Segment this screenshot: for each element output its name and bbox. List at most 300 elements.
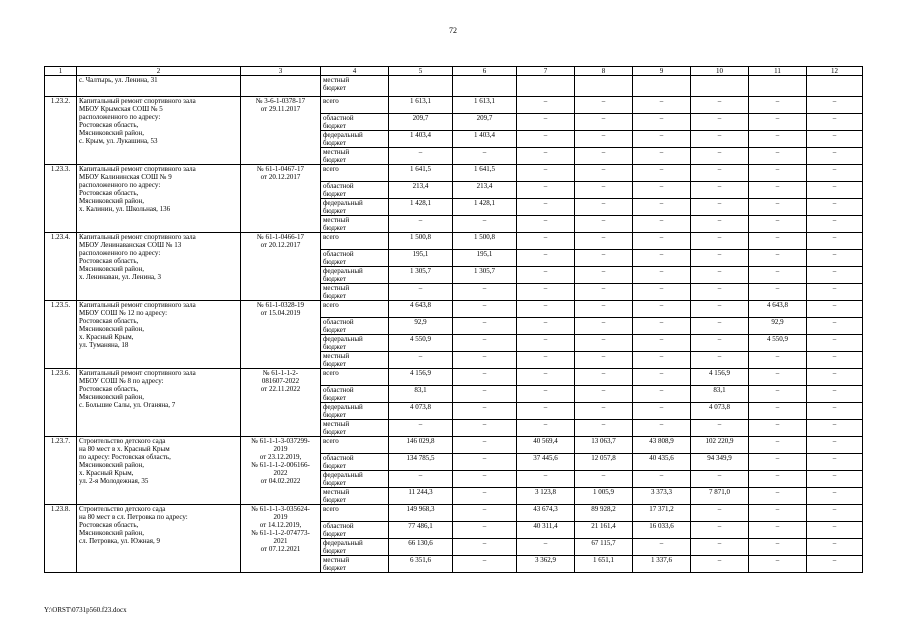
value-cell: – <box>575 250 633 267</box>
value-cell: 146 029,8 <box>389 437 453 454</box>
value-cell: – <box>749 148 807 165</box>
value-cell: – <box>807 539 863 556</box>
value-cell: 1 500,8 <box>453 233 517 250</box>
funding-source-cell: местный бюджет <box>321 556 389 573</box>
value-cell: – <box>633 386 691 403</box>
value-cell: – <box>749 539 807 556</box>
value-cell: – <box>453 488 517 505</box>
value-cell: 94 349,9 <box>691 454 749 471</box>
value-cell: 4 156,9 <box>691 369 749 386</box>
value-cell: – <box>807 386 863 403</box>
funding-source-cell: областной бюджет <box>321 182 389 199</box>
value-cell: – <box>633 284 691 301</box>
value-cell: – <box>517 420 575 437</box>
value-cell: 4 550,9 <box>749 335 807 352</box>
value-cell: – <box>453 505 517 522</box>
value-cell: – <box>749 437 807 454</box>
value-cell: 37 445,6 <box>517 454 575 471</box>
value-cell: – <box>453 318 517 335</box>
value-cell: – <box>807 403 863 420</box>
value-cell: – <box>633 539 691 556</box>
value-cell: 102 220,9 <box>691 437 749 454</box>
column-header: 3 <box>241 67 321 76</box>
value-cell: 1 641,5 <box>453 165 517 182</box>
value-cell: – <box>517 250 575 267</box>
funding-source-cell: местный бюджет <box>321 148 389 165</box>
value-cell: – <box>749 233 807 250</box>
funding-source-cell: всего <box>321 97 389 114</box>
value-cell: 134 785,5 <box>389 454 453 471</box>
value-cell: 83,1 <box>389 386 453 403</box>
value-cell: – <box>691 471 749 488</box>
funding-source-cell: местный бюджет <box>321 216 389 233</box>
value-cell: – <box>691 267 749 284</box>
value-cell: – <box>807 148 863 165</box>
value-cell: – <box>517 386 575 403</box>
value-cell: – <box>691 250 749 267</box>
value-cell <box>749 76 807 97</box>
value-cell: – <box>691 284 749 301</box>
value-cell: – <box>633 250 691 267</box>
value-cell: – <box>575 97 633 114</box>
value-cell: 1 651,1 <box>575 556 633 573</box>
value-cell: 1 613,1 <box>453 97 517 114</box>
object-name-cell: Капитальный ремонт спортивного зала МБОУ СОШ № 8 по адресу: Ростовская область, Мясниковский район, с. Большие Салы, ул. Оганяна, 7 <box>77 369 241 437</box>
document-ref-cell: № 61-1-0467-17 от 20.12.2017 <box>241 165 321 233</box>
value-cell: – <box>807 199 863 216</box>
funding-source-cell: местный бюджет <box>321 352 389 369</box>
value-cell: – <box>575 114 633 131</box>
value-cell: – <box>749 352 807 369</box>
value-cell: – <box>575 318 633 335</box>
value-cell: 1 005,9 <box>575 488 633 505</box>
document-ref-cell: № 61-1-1-2- 081607-2022 от 22.11.2022 <box>241 369 321 437</box>
value-cell: – <box>453 471 517 488</box>
column-header: 4 <box>321 67 389 76</box>
document-ref-cell: № 3-6-1-0378-17 от 29.11.2017 <box>241 97 321 165</box>
funding-source-cell: местный бюджет <box>321 488 389 505</box>
value-cell: – <box>691 199 749 216</box>
value-cell: – <box>575 267 633 284</box>
value-cell: – <box>575 386 633 403</box>
value-cell <box>453 76 517 97</box>
value-cell: – <box>633 335 691 352</box>
value-cell: – <box>633 420 691 437</box>
value-cell: – <box>749 471 807 488</box>
value-cell: – <box>749 131 807 148</box>
budget-table <box>44 66 863 573</box>
value-cell: – <box>453 454 517 471</box>
object-name-cell: Строительство детского сада на 80 мест в сл. Петровка по адресу: Ростовская область, Мясниковский район, сл. Петровка, ул. Южная, 9 <box>77 505 241 573</box>
table-row <box>45 165 863 182</box>
value-cell: – <box>575 182 633 199</box>
value-cell: – <box>807 369 863 386</box>
value-cell: 1 613,1 <box>389 97 453 114</box>
value-cell: – <box>807 471 863 488</box>
column-header: 7 <box>517 67 575 76</box>
value-cell: 17 371,2 <box>633 505 691 522</box>
value-cell: – <box>389 352 453 369</box>
value-cell: 89 928,2 <box>575 505 633 522</box>
value-cell: – <box>517 165 575 182</box>
value-cell: – <box>807 505 863 522</box>
value-cell: 195,1 <box>389 250 453 267</box>
value-cell: – <box>575 403 633 420</box>
value-cell: – <box>807 267 863 284</box>
value-cell: – <box>807 420 863 437</box>
row-number-cell: 1.23.4. <box>45 233 77 301</box>
value-cell: – <box>807 318 863 335</box>
value-cell: 1 403,4 <box>389 131 453 148</box>
value-cell: – <box>453 403 517 420</box>
funding-source-cell: местный бюджет <box>321 76 389 97</box>
value-cell <box>389 76 453 97</box>
value-cell: – <box>575 352 633 369</box>
value-cell: 6 351,6 <box>389 556 453 573</box>
value-cell: – <box>691 522 749 539</box>
table-row <box>45 505 863 522</box>
column-header: 11 <box>749 67 807 76</box>
value-cell: 7 871,0 <box>691 488 749 505</box>
value-cell: – <box>807 437 863 454</box>
funding-source-cell: всего <box>321 369 389 386</box>
value-cell: – <box>749 403 807 420</box>
value-cell: – <box>453 369 517 386</box>
value-cell: 92,9 <box>749 318 807 335</box>
value-cell: – <box>517 471 575 488</box>
funding-source-cell: федеральный бюджет <box>321 267 389 284</box>
funding-source-cell: всего <box>321 505 389 522</box>
value-cell: – <box>517 216 575 233</box>
value-cell: – <box>691 165 749 182</box>
value-cell: 209,7 <box>389 114 453 131</box>
row-number-cell: 1.23.5. <box>45 301 77 369</box>
value-cell: – <box>807 216 863 233</box>
value-cell: – <box>807 182 863 199</box>
value-cell: – <box>807 556 863 573</box>
document-ref-cell: № 61-1-1-3-037299- 2019 от 23.12.2019, № 61-1-1-2-006166- 2022 от 04.02.2022 <box>241 437 321 505</box>
value-cell: 12 057,8 <box>575 454 633 471</box>
value-cell: – <box>633 233 691 250</box>
funding-source-cell: всего <box>321 165 389 182</box>
value-cell: – <box>453 284 517 301</box>
column-header: 5 <box>389 67 453 76</box>
value-cell: – <box>389 148 453 165</box>
funding-source-cell: всего <box>321 233 389 250</box>
value-cell: 149 968,3 <box>389 505 453 522</box>
value-cell <box>807 76 863 97</box>
value-cell: – <box>517 369 575 386</box>
value-cell: – <box>807 454 863 471</box>
value-cell: 4 156,9 <box>389 369 453 386</box>
funding-source-cell: федеральный бюджет <box>321 471 389 488</box>
value-cell: – <box>633 216 691 233</box>
value-cell: – <box>633 165 691 182</box>
value-cell: – <box>575 216 633 233</box>
value-cell: 4 643,8 <box>749 301 807 318</box>
value-cell: – <box>749 284 807 301</box>
value-cell: – <box>575 420 633 437</box>
value-cell: – <box>453 352 517 369</box>
row-number-cell: 1.23.7. <box>45 437 77 505</box>
value-cell: – <box>691 131 749 148</box>
table-row <box>45 97 863 114</box>
value-cell: 43 674,3 <box>517 505 575 522</box>
value-cell: – <box>517 267 575 284</box>
value-cell: 1 403,4 <box>453 131 517 148</box>
value-cell: – <box>453 539 517 556</box>
page-number: 72 <box>449 26 457 35</box>
value-cell: – <box>633 97 691 114</box>
funding-source-cell: областной бюджет <box>321 250 389 267</box>
value-cell: – <box>691 539 749 556</box>
value-cell: – <box>517 403 575 420</box>
column-header: 6 <box>453 67 517 76</box>
value-cell: – <box>633 114 691 131</box>
object-name-cell: Капитальный ремонт спортивного зала МБОУ Ленинаванская СОШ № 13 расположенного по адресу: Ростовская область, Мясниковский район, х. Ленинаван, ул. Ленина, 3 <box>77 233 241 301</box>
value-cell: – <box>749 369 807 386</box>
value-cell: – <box>807 97 863 114</box>
value-cell: – <box>575 369 633 386</box>
value-cell: 3 123,8 <box>517 488 575 505</box>
funding-source-cell: всего <box>321 301 389 318</box>
value-cell: – <box>749 114 807 131</box>
column-header: 8 <box>575 67 633 76</box>
value-cell: – <box>691 556 749 573</box>
value-cell <box>575 76 633 97</box>
value-cell: – <box>691 335 749 352</box>
value-cell: 209,7 <box>453 114 517 131</box>
value-cell: – <box>807 114 863 131</box>
value-cell: – <box>691 352 749 369</box>
value-cell: – <box>633 131 691 148</box>
value-cell: – <box>633 301 691 318</box>
value-cell: – <box>517 97 575 114</box>
value-cell: – <box>517 114 575 131</box>
table-row <box>45 369 863 386</box>
object-name-cell: Капитальный ремонт спортивного зала МБОУ Крымская СОШ № 5 расположенного по адресу: Ростовская область, Мясниковский район, с. Крым, ул. Лукашина, 53 <box>77 97 241 165</box>
value-cell: – <box>691 420 749 437</box>
value-cell: – <box>453 148 517 165</box>
value-cell: – <box>453 437 517 454</box>
value-cell: – <box>749 488 807 505</box>
object-name-cell: Капитальный ремонт спортивного зала МБОУ СОШ № 12 по адресу: Ростовская область, Мясниковский район, х. Красный Крым, ул. Туманяна, 18 <box>77 301 241 369</box>
value-cell: – <box>517 131 575 148</box>
value-cell: 4 550,9 <box>389 335 453 352</box>
value-cell: – <box>575 301 633 318</box>
column-header: 12 <box>807 67 863 76</box>
column-header: 10 <box>691 67 749 76</box>
value-cell: – <box>691 233 749 250</box>
value-cell: – <box>389 420 453 437</box>
value-cell: – <box>749 216 807 233</box>
value-cell: – <box>453 420 517 437</box>
document-ref-cell <box>241 76 321 97</box>
value-cell: – <box>517 148 575 165</box>
funding-source-cell: федеральный бюджет <box>321 539 389 556</box>
value-cell: – <box>749 454 807 471</box>
object-name-cell: Капитальный ремонт спортивного зала МБОУ Калининская СОШ № 9 расположенного по адресу: Ростовская область, Мясниковский район, х. Калинин, ул. Школьная, 136 <box>77 165 241 233</box>
value-cell: – <box>691 301 749 318</box>
value-cell: – <box>807 488 863 505</box>
value-cell: – <box>807 131 863 148</box>
value-cell: – <box>691 216 749 233</box>
value-cell: 13 063,7 <box>575 437 633 454</box>
object-name-cell: Строительство детского сада на 80 мест в х. Красный Крым по адресу: Ростовская область, Мясниковский район, х. Красный Крым, ул. 2-я Молодежная, 35 <box>77 437 241 505</box>
value-cell: 1 500,8 <box>389 233 453 250</box>
value-cell: – <box>691 182 749 199</box>
table-row <box>45 233 863 250</box>
value-cell: – <box>633 403 691 420</box>
value-cell: – <box>389 471 453 488</box>
row-number-cell: 1.23.3. <box>45 165 77 233</box>
value-cell: – <box>691 505 749 522</box>
value-cell: – <box>575 148 633 165</box>
column-header: 1 <box>45 67 77 76</box>
value-cell: 92,9 <box>389 318 453 335</box>
value-cell <box>633 76 691 97</box>
value-cell: – <box>389 216 453 233</box>
value-cell: – <box>749 522 807 539</box>
row-number-cell: 1.23.6. <box>45 369 77 437</box>
value-cell: 40 435,6 <box>633 454 691 471</box>
value-cell: 1 305,7 <box>453 267 517 284</box>
value-cell: – <box>517 284 575 301</box>
value-cell: 195,1 <box>453 250 517 267</box>
column-header: 9 <box>633 67 691 76</box>
value-cell: – <box>633 267 691 284</box>
funding-source-cell: областной бюджет <box>321 318 389 335</box>
file-path: Y:\ORST\0731p560.f23.docx <box>44 606 127 614</box>
value-cell: – <box>807 335 863 352</box>
value-cell: – <box>633 369 691 386</box>
value-cell: – <box>575 165 633 182</box>
value-cell: – <box>807 522 863 539</box>
value-cell: 1 305,7 <box>389 267 453 284</box>
value-cell: 40 311,4 <box>517 522 575 539</box>
value-cell: 40 569,4 <box>517 437 575 454</box>
value-cell: – <box>633 318 691 335</box>
value-cell: 16 033,6 <box>633 522 691 539</box>
value-cell: – <box>633 352 691 369</box>
funding-source-cell: федеральный бюджет <box>321 131 389 148</box>
funding-source-cell: областной бюджет <box>321 114 389 131</box>
value-cell: – <box>691 97 749 114</box>
value-cell: 3 362,9 <box>517 556 575 573</box>
value-cell: – <box>517 301 575 318</box>
row-number-cell: 1.23.8. <box>45 505 77 573</box>
value-cell: 1 428,1 <box>389 199 453 216</box>
value-cell: 43 808,9 <box>633 437 691 454</box>
value-cell: – <box>453 335 517 352</box>
value-cell: 4 073,8 <box>691 403 749 420</box>
table-row <box>45 437 863 454</box>
value-cell: – <box>749 505 807 522</box>
value-cell: – <box>807 233 863 250</box>
value-cell: – <box>807 165 863 182</box>
value-cell: – <box>633 182 691 199</box>
value-cell: – <box>453 556 517 573</box>
value-cell: – <box>807 352 863 369</box>
value-cell: – <box>807 301 863 318</box>
value-cell: – <box>691 318 749 335</box>
value-cell: – <box>633 199 691 216</box>
value-cell: 213,4 <box>453 182 517 199</box>
value-cell: – <box>453 522 517 539</box>
row-number-cell: 1.23.2. <box>45 97 77 165</box>
funding-source-cell: всего <box>321 437 389 454</box>
value-cell: – <box>517 199 575 216</box>
value-cell: 66 130,6 <box>389 539 453 556</box>
funding-source-cell: федеральный бюджет <box>321 403 389 420</box>
value-cell: 1 428,1 <box>453 199 517 216</box>
funding-source-cell: федеральный бюджет <box>321 335 389 352</box>
funding-source-cell: местный бюджет <box>321 284 389 301</box>
value-cell: – <box>575 233 633 250</box>
value-cell: 213,4 <box>389 182 453 199</box>
value-cell: – <box>749 267 807 284</box>
value-cell: 67 115,7 <box>575 539 633 556</box>
funding-source-cell: областной бюджет <box>321 386 389 403</box>
value-cell: – <box>749 420 807 437</box>
column-header: 2 <box>77 67 241 76</box>
funding-source-cell: областной бюджет <box>321 454 389 471</box>
value-cell: – <box>749 97 807 114</box>
value-cell: – <box>575 335 633 352</box>
value-cell: – <box>453 301 517 318</box>
funding-source-cell: федеральный бюджет <box>321 199 389 216</box>
value-cell <box>517 76 575 97</box>
value-cell: – <box>575 199 633 216</box>
value-cell: – <box>749 556 807 573</box>
document-ref-cell: № 61-1-0466-17 от 20.12.2017 <box>241 233 321 301</box>
value-cell: – <box>691 148 749 165</box>
value-cell: – <box>749 250 807 267</box>
value-cell: – <box>517 233 575 250</box>
value-cell: – <box>691 114 749 131</box>
document-ref-cell: № 61-1-1-3-035624- 2019 от 14.12.2019, № 61-1-1-2-074773- 2021 от 07.12.2021 <box>241 505 321 573</box>
value-cell: – <box>575 131 633 148</box>
header-row <box>45 67 863 76</box>
value-cell: – <box>517 352 575 369</box>
value-cell: – <box>517 539 575 556</box>
value-cell: – <box>749 165 807 182</box>
value-cell: – <box>575 284 633 301</box>
value-cell: – <box>517 318 575 335</box>
value-cell: – <box>749 182 807 199</box>
document-ref-cell: № 61-1-0328-19 от 15.04.2019 <box>241 301 321 369</box>
value-cell: 77 486,1 <box>389 522 453 539</box>
object-name-cell: с. Чалтырь, ул. Ленина, 31 <box>77 76 241 97</box>
value-cell: – <box>517 335 575 352</box>
value-cell: – <box>749 386 807 403</box>
funding-source-cell: местный бюджет <box>321 420 389 437</box>
table-row <box>45 76 863 97</box>
value-cell: 1 337,6 <box>633 556 691 573</box>
value-cell: – <box>633 148 691 165</box>
value-cell: – <box>453 216 517 233</box>
funding-source-cell: областной бюджет <box>321 522 389 539</box>
value-cell: – <box>807 284 863 301</box>
value-cell: 4 073,8 <box>389 403 453 420</box>
value-cell <box>691 76 749 97</box>
value-cell: – <box>453 386 517 403</box>
value-cell: – <box>389 284 453 301</box>
value-cell: – <box>517 182 575 199</box>
value-cell: 11 244,3 <box>389 488 453 505</box>
value-cell: – <box>575 471 633 488</box>
value-cell: 21 161,4 <box>575 522 633 539</box>
